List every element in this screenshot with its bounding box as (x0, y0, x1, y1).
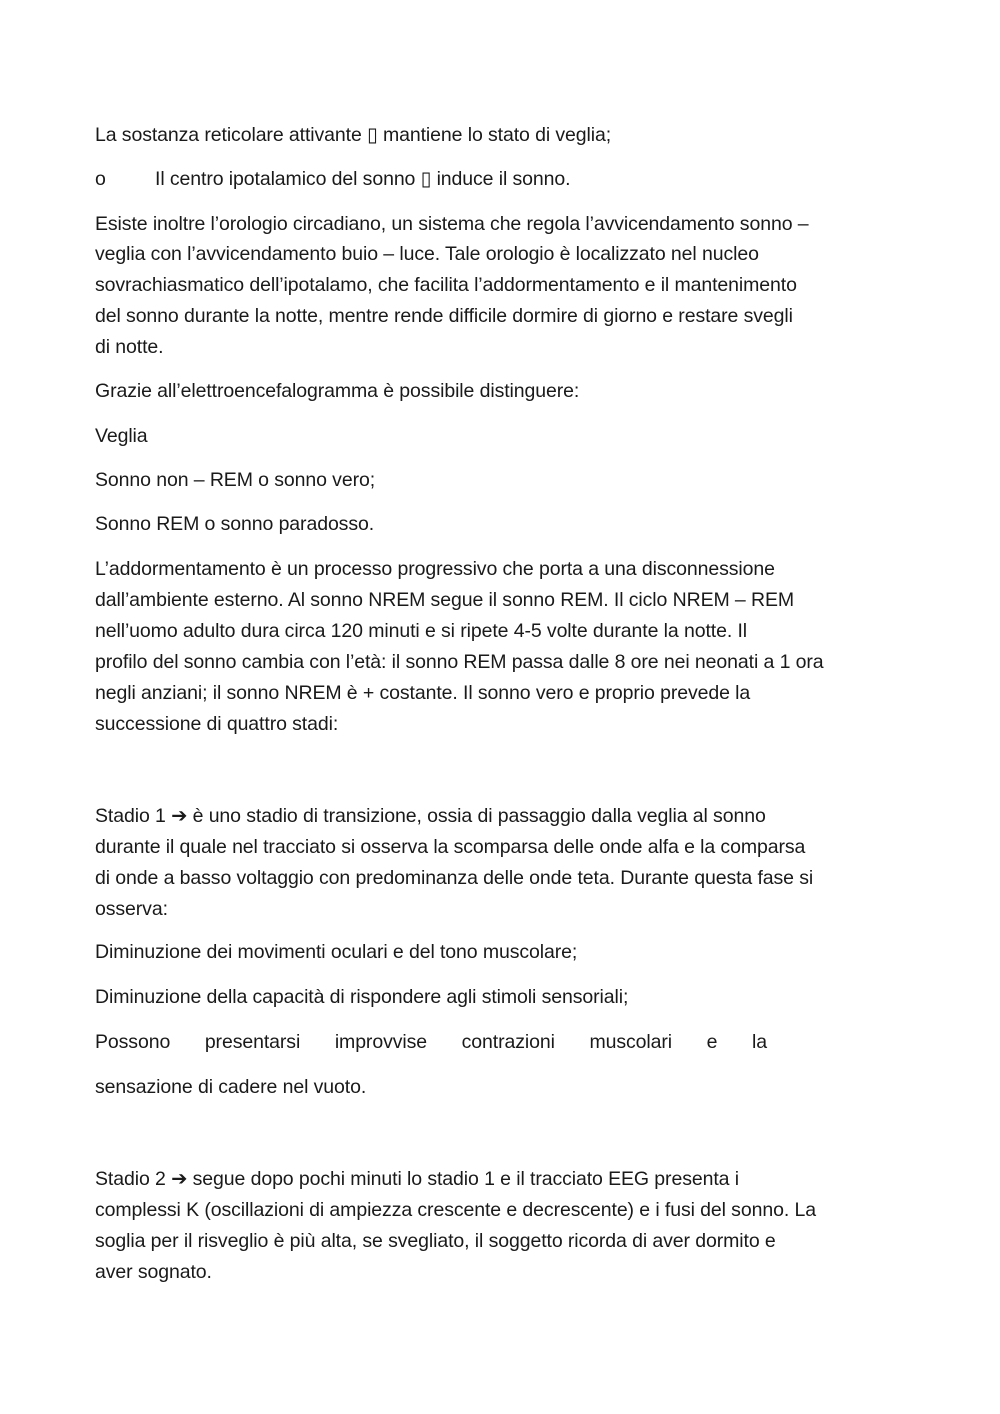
list-bullet: o (95, 168, 106, 190)
word: muscolari (589, 1031, 672, 1053)
list-item: Sonno REM o sonno paradosso. (95, 513, 375, 535)
word: la (752, 1031, 767, 1053)
text-line: nell’uomo adulto dura circa 120 minuti e si ripete 4-5 volte durante la notte. Il (95, 620, 748, 642)
word: improvvise (334, 1031, 427, 1053)
text-line: La sostanza reticolare attivante ▯ mantiene lo stato di veglia; (95, 124, 612, 146)
text-line: Esiste inoltre l’orologio circadiano, un sistema che regola l’avvicendamento sonno – (95, 213, 809, 235)
text-line: dall’ambiente esterno. Al sonno NREM segue il sonno REM. Il ciclo NREM – REM (95, 589, 795, 611)
text-line: osserva: (95, 898, 168, 920)
word: Possono (95, 1031, 171, 1053)
word: contrazioni (461, 1031, 555, 1053)
list-item: Diminuzione della capacità di rispondere agli stimoli sensoriali; (95, 986, 629, 1008)
justified-line (95, 1030, 767, 1054)
text-line: di notte. (95, 336, 164, 358)
text-line: veglia con l’avvicendamento buio – luce. Tale orologio è localizzato nel nucleo (95, 243, 759, 265)
text-line: Grazie all’elettroencefalogramma è possibile distinguere: (95, 380, 580, 402)
text-line: Stadio 1 ➔ è uno stadio di transizione, ossia di passaggio dalla veglia al sonno (95, 805, 766, 827)
text-line: aver sognato. (95, 1261, 212, 1283)
text-line: sovrachiasmatico dell’ipotalamo, che facilita l’addormentamento e il mantenimento (95, 274, 797, 296)
text-line: complessi K (oscillazioni di ampiezza crescente e decrescente) e i fusi del sonno. La (95, 1199, 816, 1221)
list-item: Sonno non – REM o sonno vero; (95, 469, 376, 491)
text-line: successione di quattro stadi: (95, 713, 339, 735)
list-item: Diminuzione dei movimenti oculari e del tono muscolare; (95, 941, 578, 963)
text-line: durante il quale nel tracciato si osserva la scomparsa delle onde alfa e la comparsa (95, 836, 806, 858)
text-line: Stadio 2 ➔ segue dopo pochi minuti lo stadio 1 e il tracciato EEG presenta i (95, 1168, 739, 1190)
text-line: sensazione di cadere nel vuoto. (95, 1076, 367, 1098)
word: presentarsi (204, 1031, 301, 1053)
text-line: di onde a basso voltaggio con predominanza delle onde teta. Durante questa fase si (95, 867, 814, 889)
text-line: L’addormentamento è un processo progressivo che porta a una disconnessione (95, 558, 775, 580)
text-line: profilo del sonno cambia con l’età: il sonno REM passa dalle 8 ore nei neonati a 1 ora (95, 651, 824, 673)
text-line: del sonno durante la notte, mentre rende difficile dormire di giorno e restare svegli (95, 305, 793, 327)
list-item: Veglia (95, 425, 148, 447)
word: e (706, 1031, 718, 1053)
list-item: Il centro ipotalamico del sonno ▯ induce il sonno. (155, 168, 571, 190)
text-line: soglia per il risveglio è più alta, se svegliato, il soggetto ricorda di aver dormito e (95, 1230, 776, 1252)
text-line: negli anziani; il sonno NREM è + costante. Il sonno vero e proprio prevede la (95, 682, 751, 704)
